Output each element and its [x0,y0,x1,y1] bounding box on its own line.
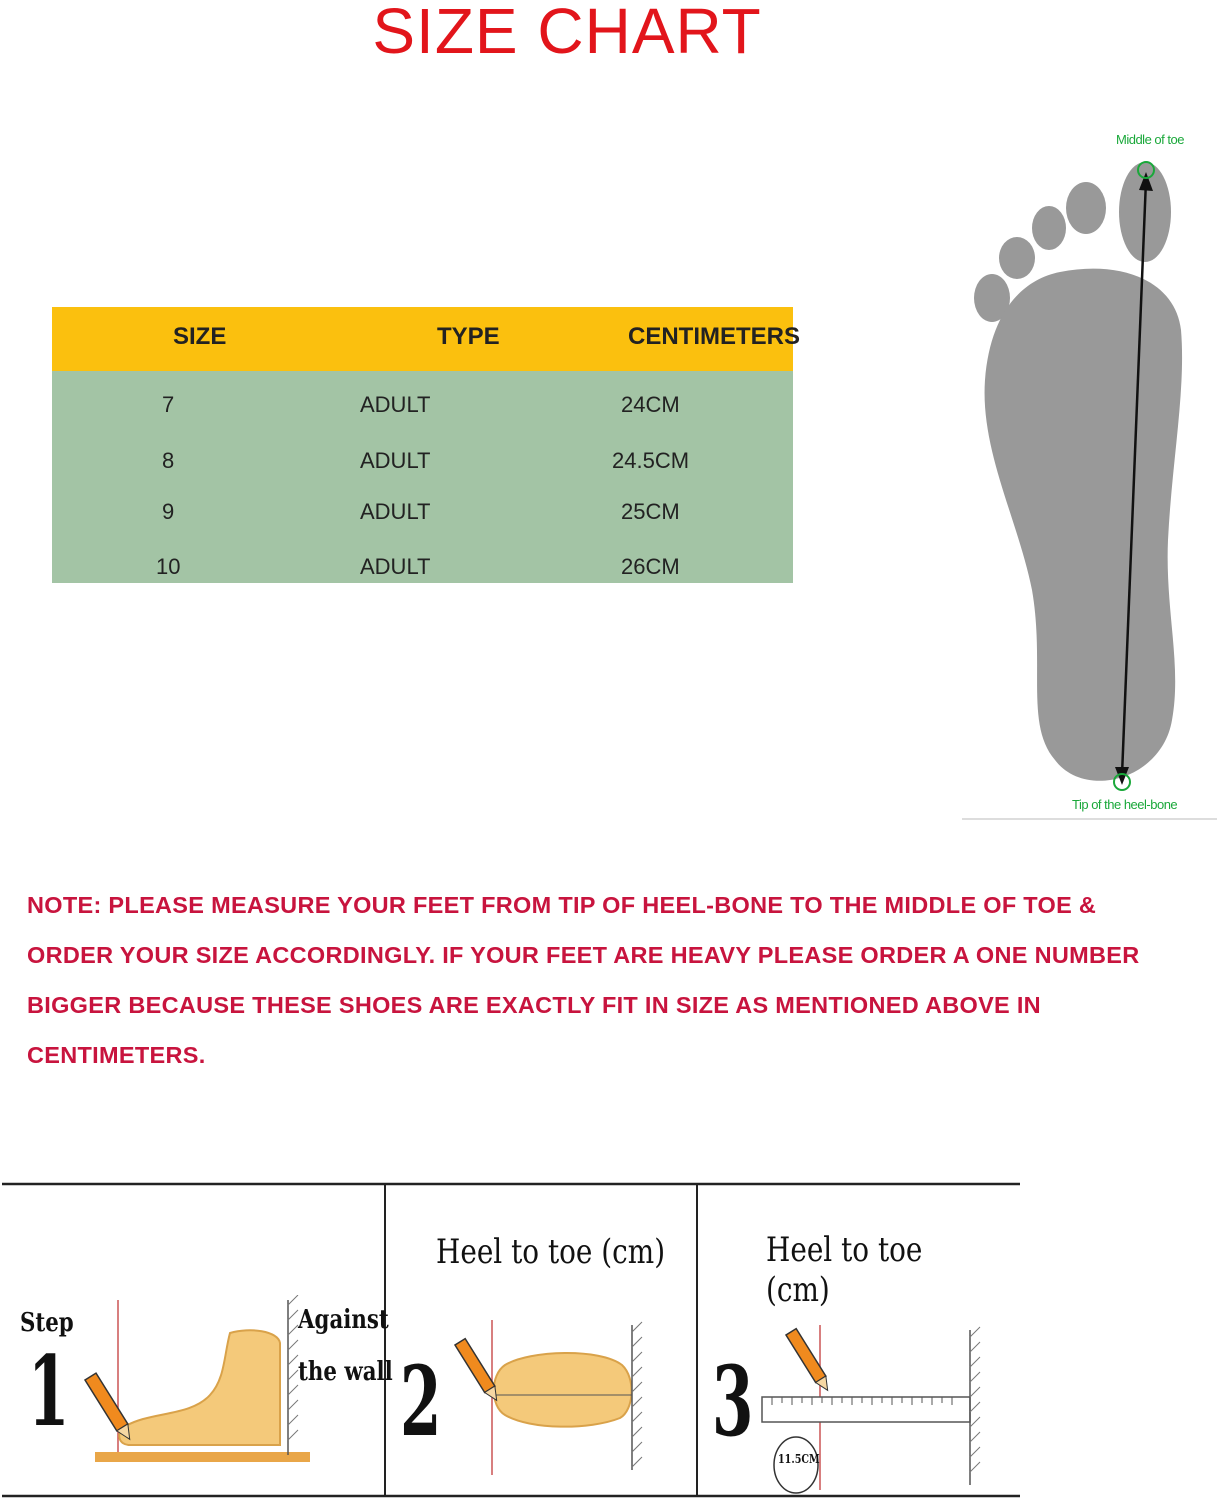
foot-measurement-diagram [960,120,1217,825]
page-title: SIZE CHART [372,0,762,67]
step-2-number: 2 [400,1345,442,1458]
header-centimeters: CENTIMETERS [628,323,801,350]
cell-type: ADULT [360,392,431,417]
middle-of-toe-label: Middle of toe [1116,132,1184,147]
step-1-number: 1 [28,1335,70,1448]
cell-centimeters: 24.5CM [612,448,690,473]
cell-centimeters: 26CM [621,554,680,579]
footprint-icon [960,120,1217,825]
table-body [52,371,793,583]
heel-bone-label: Tip of the heel-bone [1072,797,1178,812]
the-wall-label: the wall [298,1357,393,1387]
foot-against-wall-icon [80,1295,310,1465]
measurement-note: NOTE: PLEASE MEASURE YOUR FEET FROM TIP OF HEEL-BONE TO THE MIDDLE OF TOE & ORDER YOUR SIZE ACCORDINGLY. IF YOUR FEET ARE HEAVY PLEASE ORDER A ONE NUMBER BIGGER BECAUSE THESE SHOES ARE EXACTLY FIT IN SIZE AS MENTIONED ABOVE IN CENTIMETERS. [27,892,1140,1068]
cell-centimeters: 24CM [621,392,680,417]
header-type: TYPE [437,323,500,350]
cell-size: 7 [162,392,175,417]
cell-centimeters: 25CM [621,499,680,524]
ruler-measure-icon [758,1325,988,1495]
size-table [52,307,801,583]
against-label: Against [298,1305,389,1335]
table-header [52,307,801,371]
step-3-heading: Heel to toe (cm) [766,1230,923,1310]
step-word: Step [20,1308,74,1338]
measurement-steps [0,1180,1022,1500]
cell-size: 9 [162,499,175,524]
header-size: SIZE [173,323,227,350]
ruler-reading: 11.5CM [778,1452,820,1466]
heel-to-toe-icon [450,1320,650,1480]
cell-type: ADULT [360,554,431,579]
cell-type: ADULT [360,448,431,473]
step-2-heading: Heel to toe (cm) [436,1232,666,1272]
cell-size: 8 [162,448,175,473]
cell-size: 10 [156,554,181,579]
cell-type: ADULT [360,499,431,524]
step-3-number: 3 [712,1345,754,1458]
